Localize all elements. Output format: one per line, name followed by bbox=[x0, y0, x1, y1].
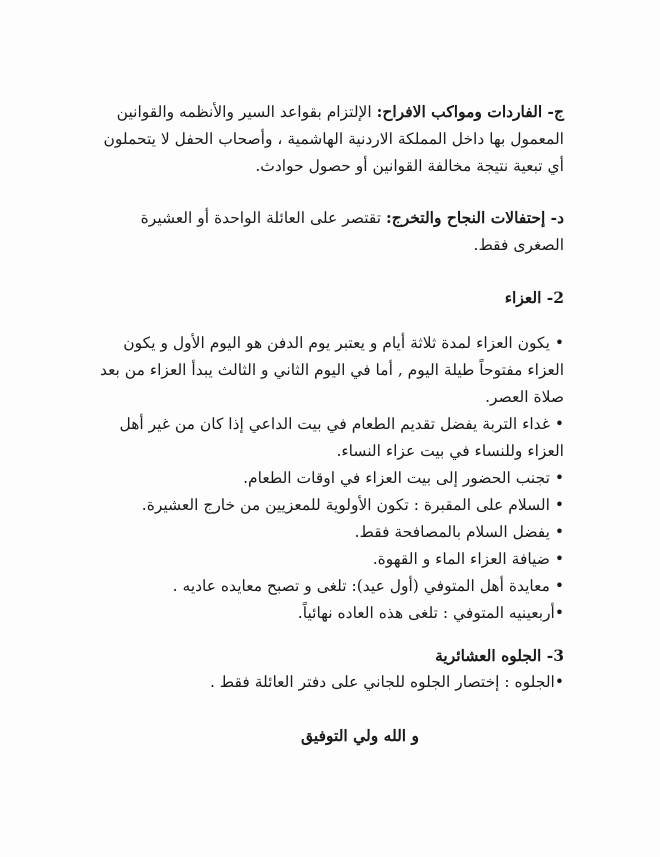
list-item: • معايدة أهل المتوفي (أول عيد): تلغى و تصبح معايده عاديه . bbox=[172, 577, 564, 595]
section-2 bbox=[84, 284, 564, 311]
list-item: • السلام على المقبرة : تكون الأولوية للمعزيين من خارج العشيرة. bbox=[141, 496, 564, 514]
section-3-line-1: •الجلوه : إختصار الجلوه للجاني على دفتر العائلة فقط . bbox=[209, 673, 564, 691]
closing-line: و الله ولي التوفيق bbox=[301, 726, 419, 745]
list-item: • ضيافة العزاء الماء و القهوة. bbox=[372, 550, 564, 568]
list-item: •أربعينيه المتوفي : تلغى هذه العاده نهائياً. bbox=[297, 604, 564, 622]
section-c bbox=[84, 98, 564, 180]
list-item: • يفضل السلام بالمصافحة فقط. bbox=[354, 523, 564, 541]
section-c-line-2: المعمول بها داخل المملكة الاردنية الهاشمية ، وأصحاب الحفل لا يتحملون bbox=[103, 130, 564, 148]
section-c-line-3: أي تبعية نتيجة مخالفة القوانين أو حصول حوادث. bbox=[255, 157, 564, 175]
section-c-line-1: ج- الفاردات ومواكب الافراح: الإلتزام بقواعد السير والأنظمه والقوانين bbox=[116, 102, 564, 121]
list-item: • تجنب الحضور إلى بيت العزاء في اوقات الطعام. bbox=[243, 469, 564, 487]
section-d bbox=[84, 204, 564, 259]
list-item: • غداء التربة يفضل تقديم الطعام في بيت الداعي إذا كان من غير أهل العزاء وللنساء في بيت عزاء النساء. bbox=[119, 415, 564, 460]
section-d-line-1: د- إحتفالات النجاح والتخرج: تقتصر على العائلة الواحدة أو العشيرة bbox=[140, 208, 564, 227]
section-c-heading: ج- الفاردات ومواكب الافراح: bbox=[376, 102, 564, 121]
list-item: • يكون العزاء لمدة ثلاثة أيام و يعتبر يوم الدفن هو اليوم الأول و يكون العزاء مفتوحاً طيلة اليوم , أما في اليوم الثاني و الثالث يبدأ العزاء من بعد صلاة العصر. bbox=[99, 334, 564, 406]
section-2-heading: 2- العزاء bbox=[504, 288, 564, 307]
section-3 bbox=[84, 642, 564, 696]
condolence-list bbox=[84, 330, 564, 627]
section-d-line-2: الصغرى فقط. bbox=[473, 236, 564, 254]
section-d-heading: د- إحتفالات النجاح والتخرج: bbox=[385, 208, 564, 227]
section-3-heading: 3- الجلوه العشائرية bbox=[435, 646, 564, 665]
